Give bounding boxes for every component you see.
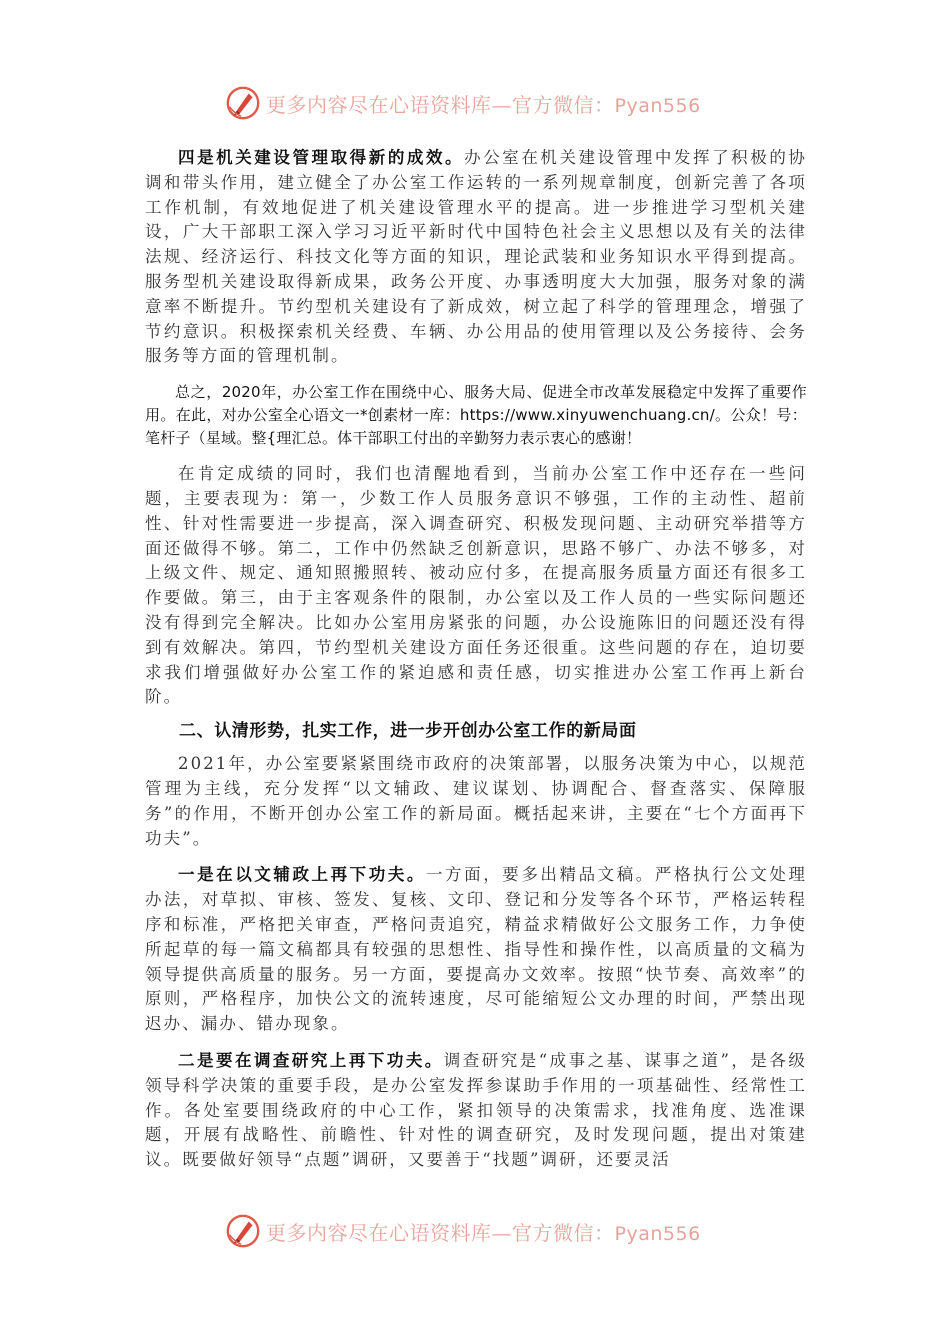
paragraph-lead: 一是在以文辅政上再下功夫。	[178, 865, 426, 885]
banner-text: 更多内容尽在心语资料库—官方微信：Pyan556	[266, 92, 701, 117]
wechat-id: Pyan556	[614, 94, 701, 117]
paragraph-lead: 二是要在调查研究上再下功夫。	[178, 1050, 444, 1070]
banner-text: 更多内容尽在心语资料库—官方微信：Pyan556	[266, 1220, 701, 1245]
paragraph-lead: 四是机关建设管理取得新的成效。	[178, 148, 465, 167]
document-body	[145, 146, 807, 1173]
header-watermark-banner	[0, 76, 950, 126]
wechat-id: Pyan556	[614, 1222, 701, 1245]
pen-nib-logo-icon	[224, 1212, 262, 1250]
paragraph-2021-plan: 2021年，办公室要紧紧围绕市政府的决策部署，以服务决策为中心，以规范管理为主线，充分发挥“以文辅政、建议谋划、协调配合、督查落实、保障服务”的作用，不断开创办公室工作的新局面。概括起来讲，主要在“七个方面再下功夫”。	[145, 754, 807, 848]
paragraph-summary: 总之，2020年，办公室工作在围绕中心、服务大局、促进全市改革发展稳定中发挥了重要作用。在此，对办公室全心语文一*创素材一库：https://www.xinyuwenchuang.cn/。公众！号：笔杆子（星域。整{理汇总。体干部职工付出的辛勤努力表示衷心的感谢！	[145, 383, 807, 448]
paragraph-task-2: 二是要在调查研究上再下功夫。调查研究是“成事之基、谋事之道”，是各级领导科学决策的重要手段，是办公室发挥参谋助手作用的一项基础性、经常性工作。各处室要围绕政府的中心工作，紧扣领导的决策需求，找准角度、选准课题，开展有战略性、前瞻性、针对性的调查研究，及时发现问题，提出对策建议。既要做好领导“点题”调研，又要善于“找题”调研，还要灵活	[145, 1050, 807, 1170]
paragraph-achievement-4: 四是机关建设管理取得新的成效。办公室在机关建设管理中发挥了积极的协调和带头作用，建立健全了办公室工作运转的一系列规章制度，创新完善了各项工作机制，有效地促进了机关建设管理水平的提高。进一步推进学习型机关建设，广大干部职工深入学习习近平新时代中国特色社会主义思想以及有关的法律法规、经济运行、科技文化等方面的知识，理论武装和业务知识水平得到提高。服务型机关建设取得新成果，政务公开度、办事透明度大大加强，服务对象的满意率不断提升。节约型机关建设有了新成效，树立起了科学的管理理念，增强了节约意识。积极探索机关经费、车辆、办公用品的使用管理以及公务接待、会务服务等方面的管理机制。	[145, 148, 807, 366]
paragraph-task-1: 一是在以文辅政上再下功夫。一方面，要多出精品文稿。严格执行公文处理办法，对草拟、审核、签发、复核、文印、登记和分发等各个环节，严格运转程序和标准，严格把关审查，严格问责追究，精益求精做好公文服务工作，力争使所起草的每一篇文稿都具有较强的思想性、指导性和操作性，以高质量的文稿为领导提供高质量的服务。另一方面，要提高办文效率。按照“快节奏、高效率”的原则，严格程序，加快公文的流转速度，尽可能缩短公文办理的时间，严禁出现迟办、漏办、错办现象。	[145, 865, 808, 1034]
footer-watermark-banner	[0, 1204, 950, 1254]
paragraph-problems: 在肯定成绩的同时，我们也清醒地看到，当前办公室工作中还存在一些问题，主要表现为：第一，少数工作人员服务意识不够强，工作的主动性、超前性、针对性需要进一步提高，深入调查研究、积极发现问题、主动研究举措等方面还做得不够。第二，工作中仍然缺乏创新意识，思路不够广、办法不够多，对上级文件、规定、通知照搬照转、被动应付多，在提高服务质量方面还有很多工作要做。第三，由于主客观条件的限制，办公室以及工作人员的一些实际问题还没有得到完全解决。比如办公室用房紧张的问题，办公设施陈旧的问题还没有得到有效解决。第四，节约型机关建设方面任务还很重。这些问题的存在，迫切要求我们增强做好办公室工作的紧迫感和责任感，切实推进办公室工作再上新台阶。	[145, 464, 807, 707]
pen-nib-logo-icon	[224, 84, 262, 122]
section-heading-2: 二、认清形势，扎实工作，进一步开创办公室工作的新局面	[179, 721, 637, 742]
